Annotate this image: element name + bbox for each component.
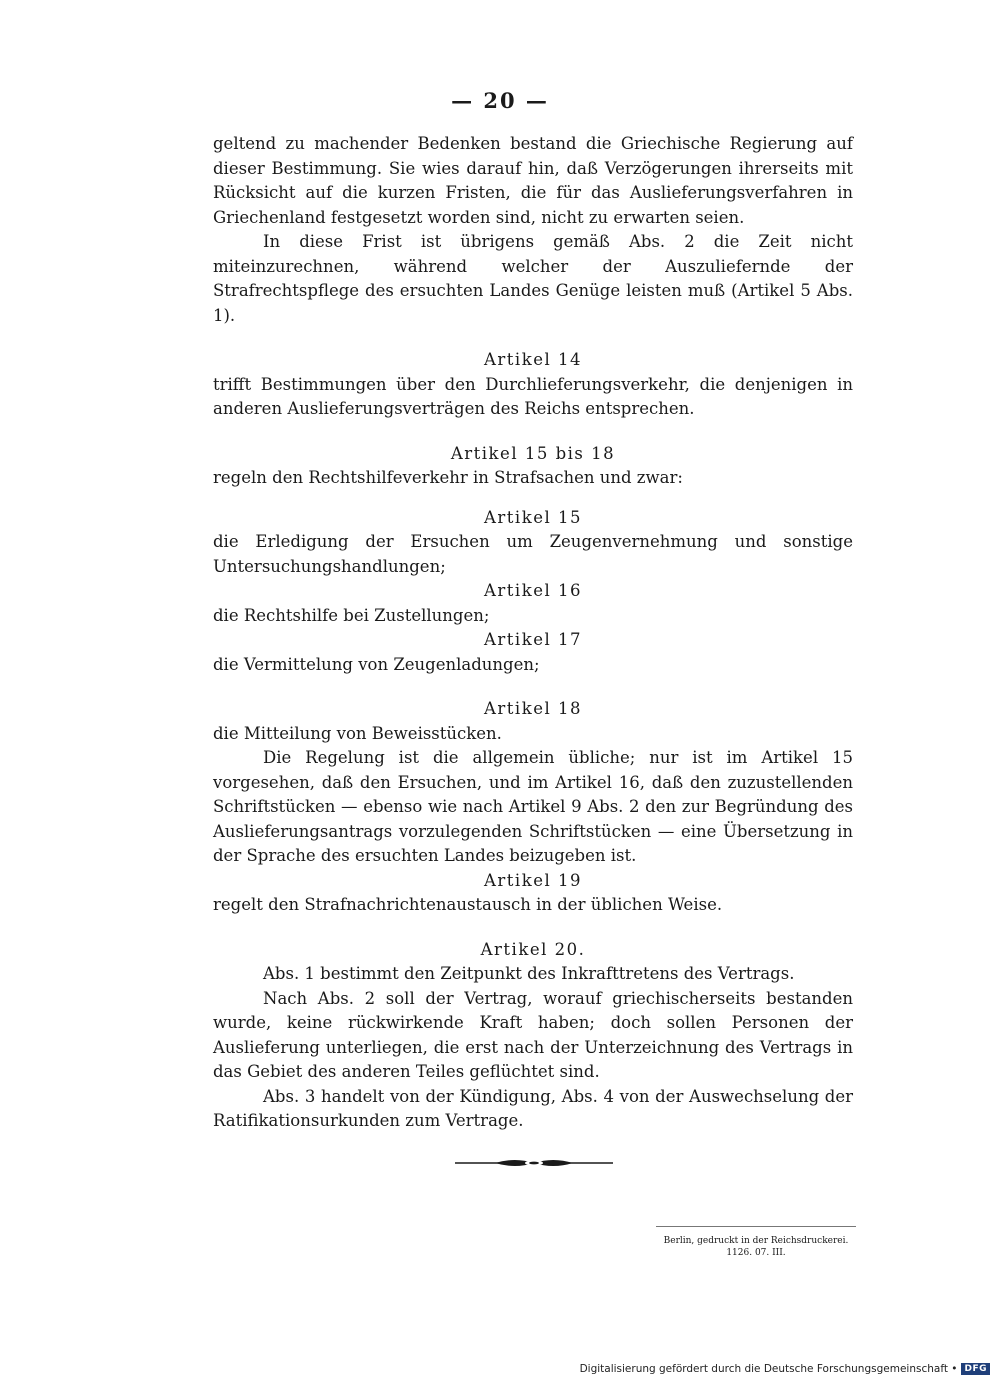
paragraph-regelung: Die Regelung ist die allgemein übliche; nur ist im Artikel 15 vorgesehen, daß den Ersuchen, und im Artikel 16, daß den zuzustellenden Schriftstücken — ebenso wie nach Artikel 9 Abs. 2 den zur Begründung des Auslieferungsantrags vorzulegenden Schriftstücken — eine Übersetzung in der Sprache des ersuchten Landes beizugeben ist. — [213, 748, 853, 865]
heading-artikel-20: Artikel 20. — [480, 939, 586, 959]
paragraph-abs-2: Nach Abs. 2 soll der Vertrag, worauf griechischerseits bestanden wurde, keine rückwirkende Kraft haben; doch sollen Personen der Auslieferung unterliegen, die erst nach der Unterzeichnung des Vertrags in das Gebiet des anderen Teiles geflüchtet sind. — [213, 988, 853, 1081]
paragraph-artikel-14: trifft Bestimmungen über den Durchlieferungsverkehr, die denjenigen in anderen Auslieferungsverträgen des Reichs entsprechen. — [213, 374, 853, 418]
paragraph-abs-1: Abs. 1 bestimmt den Zeitpunkt des Inkrafttretens des Vertrags. — [263, 964, 795, 983]
paragraph-bedenken: geltend zu machender Bedenken bestand die Griechische Regierung auf dieser Bestimmung. Sie wies darauf hin, daß Verzögerungen ihrerseits mit Rücksicht auf die kurzen Fristen, die für das Auslieferungsverfahren in Griechenland festgesetzt worden sind, nicht zu erwarten seien. — [213, 134, 853, 227]
paragraph-artikel-16: die Rechtshilfe bei Zustellungen; — [213, 605, 490, 625]
page-number: — 20 — — [451, 88, 549, 113]
footer-text: Digitalisierung gefördert durch die Deutsche Forschungsgemeinschaft • — [579, 1363, 958, 1375]
heading-artikel-18: Artikel 18 — [484, 699, 582, 718]
heading-artikel-15: Artikel 15 — [484, 507, 582, 527]
printer-line: Berlin, gedruckt in der Reichsdruckerei. — [663, 1236, 849, 1246]
paragraph-artikel-19: regelt den Strafnachrichtenaustausch in der üblichen Weise. — [213, 895, 723, 914]
dfg-logo: DFG — [961, 1363, 990, 1375]
paragraph-abs-3: Abs. 3 handelt von der Kündigung, Abs. 4 von der Auswechselung der Ratifikationsurkunden zum Vertrage. — [213, 1086, 853, 1130]
printer-code: 1126. 07. III. — [726, 1248, 786, 1258]
heading-artikel-19: Artikel 19 — [484, 870, 582, 890]
heading-artikel-16: Artikel 16 — [484, 581, 582, 600]
paragraph-artikel-17: die Vermittelung von Zeugenladungen; — [213, 654, 540, 674]
printer-imprint — [656, 1226, 856, 1259]
paragraph-frist: In diese Frist ist übrigens gemäß Abs. 2 die Zeit nicht miteinzurechnen, während welcher der Auszuliefernde der Strafrechtspflege des ersuchten Landes Genüge leisten muß (Artikel 5 Abs. 1). — [213, 232, 853, 325]
paragraph-artikel-15: die Erledigung der Ersuchen um Zeugenvernehmung und sonstige Untersuchungshandlungen; — [213, 532, 853, 576]
document-body — [213, 132, 853, 1134]
paragraph-artikel-15-18: regeln den Rechtshilfeverkehr in Strafsachen und zwar: — [213, 468, 683, 487]
paragraph-artikel-18: die Mitteilung von Beweisstücken. — [213, 723, 502, 743]
end-ornament — [455, 1155, 613, 1171]
heading-artikel-15-18: Artikel 15 bis 18 — [450, 443, 616, 463]
heading-artikel-14: Artikel 14 — [484, 350, 582, 369]
digitization-footer — [580, 1363, 990, 1375]
heading-artikel-17: Artikel 17 — [484, 630, 582, 649]
